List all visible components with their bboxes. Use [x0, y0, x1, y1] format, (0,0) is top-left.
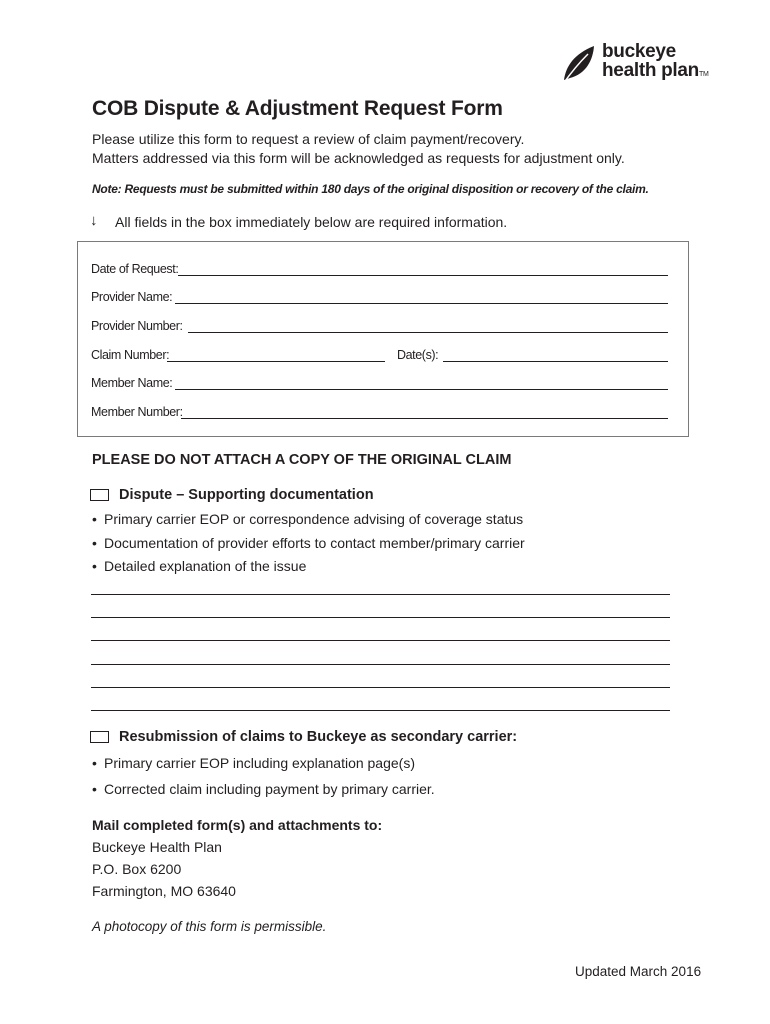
- provider-name-label: Provider Name:: [91, 290, 173, 304]
- page-title: COB Dispute & Adjustment Request Form: [92, 97, 503, 120]
- logo-trademark: TM: [699, 71, 709, 78]
- leaf-icon: [560, 40, 600, 86]
- resubmission-list: [92, 750, 435, 802]
- explanation-line[interactable]: [91, 710, 670, 711]
- member-name-label: Member Name:: [91, 376, 173, 390]
- intro-text: [92, 130, 625, 168]
- provider-name-field[interactable]: [175, 303, 668, 304]
- mailing-address: [92, 836, 236, 902]
- member-name-field[interactable]: [175, 389, 668, 390]
- required-notice: All fields in the box immediately below are required information.: [115, 214, 508, 230]
- updated-date: Updated March 2016: [575, 964, 702, 979]
- address-line: Farmington, MO 63640: [92, 883, 236, 899]
- arrow-down-icon: ↓: [90, 212, 98, 229]
- dispute-list: [92, 508, 525, 579]
- explanation-line[interactable]: [91, 617, 670, 618]
- explanation-line[interactable]: [91, 640, 670, 641]
- dispute-title: Dispute – Supporting documentation: [119, 487, 374, 503]
- list-item: • Documentation of provider efforts to contact member/primary carrier: [92, 532, 525, 556]
- deadline-note: Note: Requests must be submitted within 180 days of the original disposition or recovery of the claim.: [92, 182, 649, 196]
- intro-line: Matters addressed via this form will be acknowledged as requests for adjustment only.: [92, 150, 625, 166]
- member-number-field[interactable]: [181, 418, 668, 419]
- list-item: • Corrected claim including payment by primary carrier.: [92, 776, 435, 802]
- provider-number-field[interactable]: [188, 332, 668, 333]
- address-line: P.O. Box 6200: [92, 861, 182, 877]
- logo-text-line1: buckeye: [602, 41, 676, 62]
- resubmission-checkbox[interactable]: [90, 731, 109, 743]
- buckeye-logo: [560, 40, 710, 86]
- list-item: • Primary carrier EOP including explanation page(s): [92, 750, 435, 776]
- photocopy-note: A photocopy of this form is permissible.: [92, 919, 327, 934]
- dispute-checkbox[interactable]: [90, 489, 109, 501]
- logo-text-line2: health plan: [602, 60, 699, 81]
- required-fields-box: [77, 241, 689, 437]
- date-of-request-field[interactable]: [178, 275, 668, 276]
- list-item: • Detailed explanation of the issue: [92, 555, 525, 579]
- resubmission-title: Resubmission of claims to Buckeye as secondary carrier:: [119, 729, 518, 745]
- dates-field[interactable]: [443, 361, 668, 362]
- address-line: Buckeye Health Plan: [92, 839, 222, 855]
- claim-number-field[interactable]: [167, 361, 385, 362]
- explanation-line[interactable]: [91, 687, 670, 688]
- dates-label: Date(s):: [397, 348, 439, 362]
- claim-number-label: Claim Number:: [91, 348, 170, 362]
- explanation-line[interactable]: [91, 594, 670, 595]
- date-of-request-label: Date of Request:: [91, 262, 179, 276]
- intro-line: Please utilize this form to request a review of claim payment/recovery.: [92, 131, 525, 147]
- mail-heading: Mail completed form(s) and attachments to:: [92, 817, 383, 833]
- list-item: • Primary carrier EOP or correspondence advising of coverage status: [92, 508, 525, 532]
- explanation-line[interactable]: [91, 664, 670, 665]
- member-number-label: Member Number:: [91, 405, 183, 419]
- do-not-attach-warning: PLEASE DO NOT ATTACH A COPY OF THE ORIGINAL CLAIM: [92, 452, 512, 468]
- provider-number-label: Provider Number:: [91, 319, 183, 333]
